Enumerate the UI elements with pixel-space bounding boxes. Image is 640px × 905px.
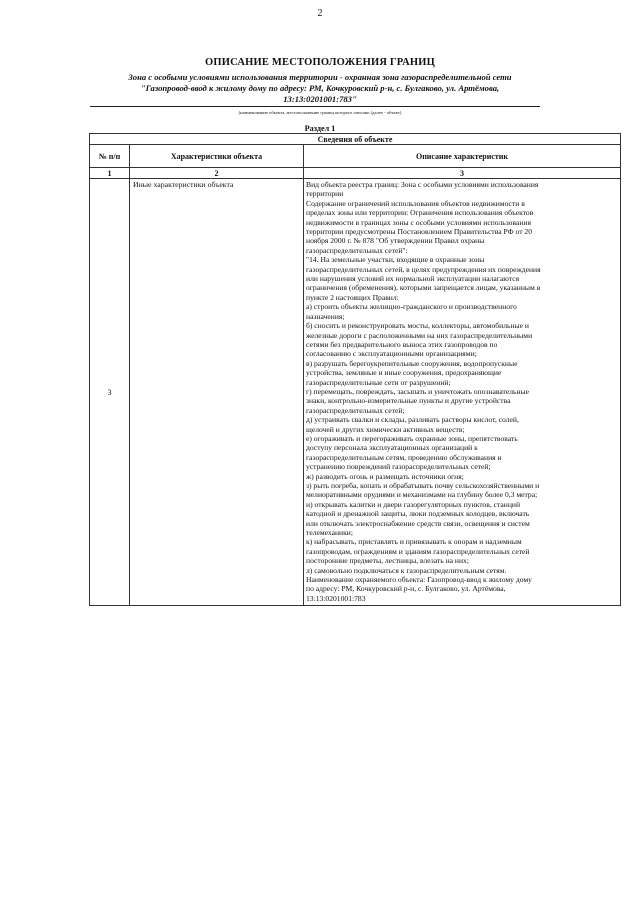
description-line: б) сносить и реконструировать мосты, коллекторы, автомобильные и <box>306 321 529 331</box>
description-line: з) рыть погреба, копать и обрабатывать почву сельскохозяйственными и <box>306 481 540 490</box>
description-line: газораспределительных сетей": <box>306 245 408 255</box>
column-number-3: 3 <box>304 168 621 179</box>
description-line: к) набрасывать, приставлять и привязывать к опорам и надземным <box>306 537 522 547</box>
row-characteristic: Иные характеристики объекта <box>130 179 304 606</box>
description-line: территории <box>306 189 344 199</box>
description-line: Вид объекта реестра границ: Зона с особыми условиями использования <box>306 180 539 189</box>
description-line: ограничения (обременения), которыми запрещается лицам, указанным в <box>306 283 541 293</box>
description-line: железные дороги с расположенными на них газораспределительными <box>306 330 533 340</box>
column-header-number: № п/п <box>90 145 130 168</box>
description-line: доступу персонала эксплуатационных организаций к <box>306 443 478 453</box>
description-line: пункте 2 настоящих Правил: <box>306 292 399 302</box>
description-line: территории предусмотрены Постановлением Правительства РФ от 20 <box>306 227 533 237</box>
description-line: ноября 2000 г. № 878 "Об утверждении Правил охраны <box>306 236 485 246</box>
subtitle-line-2: "Газопровод-ввод к жилому дому по адресу: РМ, Кочкуровский р-н, с. Булгаково, ул. Артёмова, <box>140 83 500 93</box>
object-info-table <box>89 133 621 606</box>
page-number: 2 <box>317 8 323 19</box>
description-line: недвижимости в границах зоны с особыми условиями использования <box>306 217 531 227</box>
table-row <box>90 179 621 606</box>
column-number-1: 1 <box>90 168 130 179</box>
table-section-header: Сведения об объекте <box>90 134 621 145</box>
description-line: газораспределительных сетей, в целях предупреждения их повреждения <box>306 264 541 274</box>
description-line: л) самовольно подключаться к газораспределительным сетям. <box>306 565 507 575</box>
document-title: ОПИСАНИЕ МЕСТОПОЛОЖЕНИЯ ГРАНИЦ <box>205 57 435 68</box>
description-line: устройства, земляные и иные сооружения, предохраняющие <box>306 368 502 378</box>
description-line: сетями без предварительного выноса этих газопроводов по <box>306 339 498 349</box>
section-title: Раздел 1 <box>304 124 336 133</box>
column-header-characteristic: Характеристики объекта <box>130 145 304 168</box>
description-line: телемеханики; <box>306 528 353 538</box>
subtitle-line-3: 13:13:0201001:783" <box>283 94 357 104</box>
description-line: д) устраивать свалки и склады, разливать растворы кислот, солей, <box>306 415 519 425</box>
description-line: газопроводам, ограждениям и зданиям газораспределительных сетей <box>306 546 530 556</box>
description-line: "14. На земельные участки, входящие в охранные зоны <box>306 255 485 265</box>
description-line: газораспределительным сетям, проведению обслуживания и <box>306 452 502 462</box>
description-line: согласованию с эксплуатационными организациями; <box>306 349 477 359</box>
description-line: газораспределительные сети от разрушений; <box>306 377 451 387</box>
description-line: в) разрушать берегоукрепительные сооружения, водопропускные <box>306 358 518 368</box>
description-line: мелиоративными орудиями и механизмами на глубину более 0,3 метра; <box>306 490 538 500</box>
description-line: или отключать электроснабжение средств связи, освещения и систем <box>306 518 530 528</box>
row-number: 3 <box>90 179 130 606</box>
description-line: знаки, контрольно-измерительные пункты и другие устройства <box>306 396 511 406</box>
title-underline <box>90 106 540 107</box>
subtitle-line-1: Зона с особыми условиями использования территории - охранная зона газораспределительной сети <box>128 72 512 82</box>
description-line: посторонние предметы, лестницы, влезать на них; <box>306 556 469 566</box>
description-line: устранению повреждений газораспределительных сетей; <box>306 462 491 472</box>
description-line: Наименование охраняемого объекта: Газопровод-ввод к жилому дому <box>306 575 532 585</box>
description-line: ж) разводить огонь и размещать источники огня; <box>306 471 464 481</box>
description-line: катодной и дренажной защиты, люки подземных колодцев, включать <box>306 509 530 519</box>
description-line: а) строить объекты жилищно-гражданского и производственного <box>306 302 517 312</box>
description-line: е) огораживать и перегораживать охранные зоны, препятствовать <box>306 433 518 443</box>
description-line: газораспределительных сетей; <box>306 405 405 415</box>
description-line: 13:13:0201001:783 <box>306 593 366 603</box>
description-line: г) перемещать, повреждать, засыпать и уничтожать опознавательные <box>306 386 530 396</box>
description-line: или нарушения условий их нормальной эксплуатации налагаются <box>306 274 520 284</box>
description-line: и) открывать калитки и двери газорегуляторных пунктов, станций <box>306 499 521 509</box>
description-line: пределах зоны или территории: Ограничения использования объектов <box>306 208 534 218</box>
row-description <box>304 179 621 606</box>
column-header-description: Описание характеристик <box>304 145 621 168</box>
description-line: назначения; <box>306 311 345 321</box>
column-number-2: 2 <box>130 168 304 179</box>
description-line: щелочей и других химически активных веществ; <box>306 424 465 434</box>
description-line: по адресу: РМ, Кочкуровский р-н, с. Булгаково, ул. Артёмова, <box>306 584 506 594</box>
object-caption: (наименование объекта, местоположение границ которого описано (далее - объект) <box>238 110 402 115</box>
description-line: Содержание ограничений использования объектов недвижимости в <box>306 198 525 208</box>
